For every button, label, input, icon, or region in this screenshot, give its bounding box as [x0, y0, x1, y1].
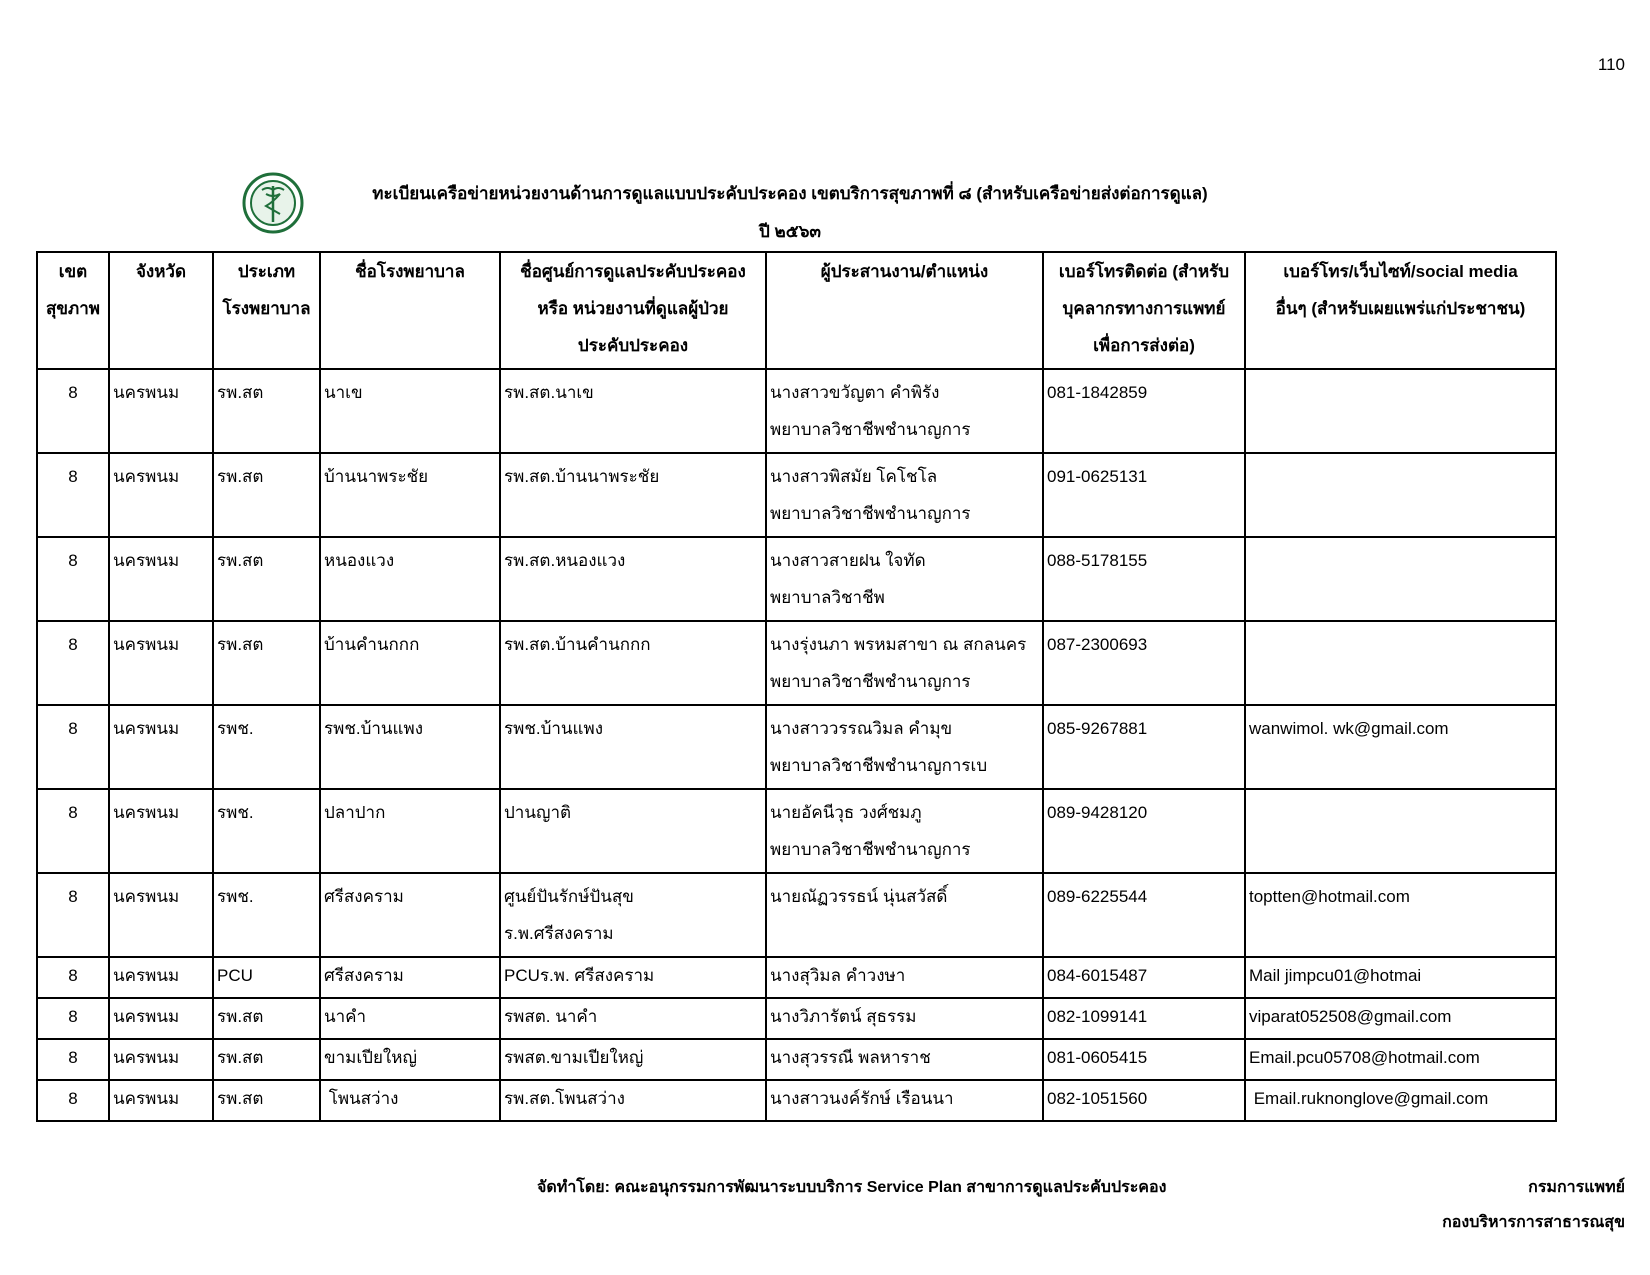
care-center-cell: [500, 957, 766, 998]
coordinator-cell-line: พยาบาลวิชาชีพชำนาญการ: [770, 672, 971, 691]
page-number: 110: [1597, 55, 1625, 74]
palliative-care-network-table: [36, 251, 1557, 1122]
hospital-type-cell: รพ.สต: [213, 453, 320, 537]
province-cell: นครพนม: [109, 369, 213, 453]
column-header: [37, 252, 109, 369]
care-center-cell: [500, 1039, 766, 1080]
department-name: กรมการแพทย์: [1528, 1179, 1625, 1196]
care-center-cell-line: PCUร.พ. ศรีสงคราม: [504, 966, 655, 985]
public-contact-cell: [1245, 453, 1556, 537]
phone-cell: 082-1051560: [1043, 1080, 1245, 1121]
table-row: [37, 369, 1556, 453]
column-header: [1245, 252, 1556, 369]
care-center-cell: [500, 453, 766, 537]
hospital-name-cell: ปลาปาก: [320, 789, 500, 873]
hospital-name-cell: ศรีสงคราม: [320, 957, 500, 998]
hospital-type-cell: รพช.: [213, 705, 320, 789]
coordinator-cell: [766, 873, 1043, 957]
column-header-line: เขต: [58, 262, 88, 281]
coordinator-cell-line: นายอัคนีวุธ วงศ์ชมภู: [770, 803, 922, 822]
coordinator-cell-line: พยาบาลวิชาชีพ: [770, 588, 885, 607]
hospital-type-cell: รพ.สต: [213, 369, 320, 453]
hospital-name-cell: ขามเปียใหญ่: [320, 1039, 500, 1080]
public-contact-cell: viparat052508@gmail.com: [1245, 998, 1556, 1039]
division-name: กองบริหารการสาธารณสุข: [1442, 1214, 1625, 1231]
coordinator-cell-line: นางสาววรรณวิมล คำมุข: [770, 719, 953, 738]
phone-cell: 089-6225544: [1043, 873, 1245, 957]
phone-cell: 089-9428120: [1043, 789, 1245, 873]
care-center-cell: [500, 369, 766, 453]
column-header-line: จังหวัด: [135, 262, 187, 281]
care-center-cell-line: รพ.สต.นาเข: [504, 383, 594, 402]
province-cell: นครพนม: [109, 1039, 213, 1080]
care-center-cell-line: รพสต. นาคำ: [504, 1007, 598, 1026]
province-cell: นครพนม: [109, 873, 213, 957]
province-cell: นครพนม: [109, 957, 213, 998]
table-row: [37, 998, 1556, 1039]
coordinator-cell: [766, 998, 1043, 1039]
zone-cell: 8: [37, 705, 109, 789]
coordinator-cell-line: นางสุวรรณี พลหาราช: [770, 1048, 931, 1067]
table-row: [37, 453, 1556, 537]
column-header: [1043, 252, 1245, 369]
phone-cell: 084-6015487: [1043, 957, 1245, 998]
column-header-line: ประคับประคอง: [577, 336, 689, 355]
hospital-name-cell: นาคำ: [320, 998, 500, 1039]
document-year: ปี ๒๕๖๓: [759, 222, 821, 241]
zone-cell: 8: [37, 957, 109, 998]
province-cell: นครพนม: [109, 705, 213, 789]
column-header: [213, 252, 320, 369]
table-row: [37, 1039, 1556, 1080]
column-header: [500, 252, 766, 369]
column-header: [766, 252, 1043, 369]
province-cell: นครพนม: [109, 998, 213, 1039]
column-header-line: เพื่อการส่งต่อ): [1093, 336, 1195, 355]
care-center-cell-line: รพช.บ้านแพง: [504, 719, 604, 738]
public-contact-cell: toptten@hotmail.com: [1245, 873, 1556, 957]
care-center-cell-line: ร.พ.ศรีสงคราม: [504, 924, 614, 943]
province-cell: นครพนม: [109, 789, 213, 873]
province-cell: นครพนม: [109, 537, 213, 621]
zone-cell: 8: [37, 369, 109, 453]
care-center-cell-line: ปานญาติ: [504, 803, 572, 822]
province-cell: นครพนม: [109, 453, 213, 537]
coordinator-cell: [766, 1039, 1043, 1080]
coordinator-cell-line: พยาบาลวิชาชีพชำนาญการ: [770, 840, 971, 859]
table-body: [37, 369, 1556, 1121]
hospital-name-cell: นาเข: [320, 369, 500, 453]
hospital-type-cell: รพ.สต: [213, 1039, 320, 1080]
care-center-cell-line: รพ.สต.โพนสว่าง: [504, 1089, 625, 1108]
table-row: [37, 1080, 1556, 1121]
table-row: [37, 789, 1556, 873]
table-row: [37, 873, 1556, 957]
hospital-name-cell: ศรีสงคราม: [320, 873, 500, 957]
hospital-name-cell: โพนสว่าง: [320, 1080, 500, 1121]
care-center-cell: [500, 705, 766, 789]
column-header: [320, 252, 500, 369]
public-contact-cell: Mail jimpcu01@hotmai: [1245, 957, 1556, 998]
table-row: [37, 621, 1556, 705]
coordinator-cell-line: นางสาวพิสมัย โคโชโล: [770, 467, 938, 486]
care-center-cell-line: รพสต.ขามเปียใหญ่: [504, 1048, 644, 1067]
care-center-cell-line: รพ.สต.บ้านคำนกกก: [504, 635, 651, 654]
public-contact-cell: [1245, 369, 1556, 453]
column-header-line: หรือ หน่วยงานที่ดูแลผู้ป่วย: [537, 299, 729, 318]
table-row: [37, 705, 1556, 789]
hospital-type-cell: รพช.: [213, 873, 320, 957]
coordinator-cell-line: นางสาวนงค์รักษ์ เรือนนา: [770, 1089, 954, 1108]
public-contact-cell: [1245, 537, 1556, 621]
coordinator-cell: [766, 705, 1043, 789]
coordinator-cell: [766, 537, 1043, 621]
coordinator-cell-line: นายณัฏวรรธน์ นุ่นสวัสดิ์: [770, 887, 948, 906]
zone-cell: 8: [37, 621, 109, 705]
column-header-line: โรงพยาบาล: [222, 299, 311, 318]
public-contact-cell: Email.ruknonglove@gmail.com: [1245, 1080, 1556, 1121]
hospital-name-cell: หนองแวง: [320, 537, 500, 621]
coordinator-cell-line: นางสาวขวัญตา คำพิรัง: [770, 383, 940, 402]
phone-cell: 081-1842859: [1043, 369, 1245, 453]
care-center-cell: [500, 537, 766, 621]
care-center-cell: [500, 873, 766, 957]
document-title: ทะเบียนเครือข่ายหน่วยงานด้านการดูแลแบบประคับประคอง เขตบริการสุขภาพที่ ๘ (สำหรับเครือข่ายส่งต่อการดูแล): [372, 184, 1208, 203]
hospital-type-cell: รพ.สต: [213, 1080, 320, 1121]
column-header-line: เบอร์โทรติดต่อ (สำหรับ: [1058, 262, 1230, 281]
table-row: [37, 537, 1556, 621]
hospital-name-cell: บ้านนาพระชัย: [320, 453, 500, 537]
coordinator-cell-line: นางสาวสายฝน ใจทัด: [770, 551, 926, 570]
public-contact-cell: [1245, 621, 1556, 705]
coordinator-cell-line: นางรุ่งนภา พรหมสาขา ณ สกลนคร: [770, 635, 1027, 654]
coordinator-cell: [766, 369, 1043, 453]
coordinator-cell-line: พยาบาลวิชาชีพชำนาญการ: [770, 420, 971, 439]
hospital-type-cell: รพช.: [213, 789, 320, 873]
hospital-name-cell: รพช.บ้านแพง: [320, 705, 500, 789]
ministry-of-public-health-seal-icon: [238, 172, 308, 234]
zone-cell: 8: [37, 1039, 109, 1080]
zone-cell: 8: [37, 537, 109, 621]
public-contact-cell: wanwimol. wk@gmail.com: [1245, 705, 1556, 789]
hospital-type-cell: รพ.สต: [213, 998, 320, 1039]
phone-cell: 082-1099141: [1043, 998, 1245, 1039]
phone-cell: 088-5178155: [1043, 537, 1245, 621]
phone-cell: 085-9267881: [1043, 705, 1245, 789]
care-center-cell: [500, 1080, 766, 1121]
phone-cell: 081-0605415: [1043, 1039, 1245, 1080]
zone-cell: 8: [37, 1080, 109, 1121]
coordinator-cell: [766, 789, 1043, 873]
province-cell: นครพนม: [109, 621, 213, 705]
care-center-cell: [500, 621, 766, 705]
coordinator-cell-line: พยาบาลวิชาชีพชำนาญการ: [770, 504, 971, 523]
column-header-line: อื่นๆ (สำหรับเผยแพร่แก่ประชาชน): [1275, 299, 1526, 318]
care-center-cell-line: รพ.สต.หนองแวง: [504, 551, 626, 570]
table-header-row: [37, 252, 1556, 369]
care-center-cell-line: รพ.สต.บ้านนาพระชัย: [504, 467, 660, 486]
column-header-line: ชื่อโรงพยาบาล: [355, 262, 465, 281]
coordinator-cell-line: นางสุวิมล คำวงษา: [770, 966, 906, 985]
coordinator-cell: [766, 621, 1043, 705]
column-header-line: ประเภท: [237, 262, 296, 281]
column-header: [109, 252, 213, 369]
prepared-by-text: จัดทำโดย: คณะอนุกรรมการพัฒนาระบบบริการ Service Plan สาขาการดูแลประคับประคอง: [537, 1179, 1167, 1196]
column-header-line: บุคลากรทางการแพทย์: [1062, 299, 1226, 318]
hospital-type-cell: PCU: [213, 957, 320, 998]
public-contact-cell: Email.pcu05708@hotmail.com: [1245, 1039, 1556, 1080]
phone-cell: 091-0625131: [1043, 453, 1245, 537]
phone-cell: 087-2300693: [1043, 621, 1245, 705]
zone-cell: 8: [37, 998, 109, 1039]
table-row: [37, 957, 1556, 998]
coordinator-cell-line: นางวิภารัตน์ สุธรรม: [770, 1007, 917, 1026]
column-header-line: ชื่อศูนย์การดูแลประคับประคอง: [520, 262, 746, 281]
care-center-cell: [500, 998, 766, 1039]
coordinator-cell-line: พยาบาลวิชาชีพชำนาญการเบ: [770, 756, 988, 775]
hospital-name-cell: บ้านคำนกกก: [320, 621, 500, 705]
column-header-line: ผู้ประสานงาน/ตำแหน่ง: [820, 262, 989, 281]
province-cell: นครพนม: [109, 1080, 213, 1121]
zone-cell: 8: [37, 873, 109, 957]
coordinator-cell: [766, 957, 1043, 998]
zone-cell: 8: [37, 789, 109, 873]
hospital-type-cell: รพ.สต: [213, 621, 320, 705]
coordinator-cell: [766, 1080, 1043, 1121]
column-header-line: สุขภาพ: [46, 299, 100, 318]
column-header-line: เบอร์โทร/เว็บไซท์/social media: [1283, 262, 1518, 281]
zone-cell: 8: [37, 453, 109, 537]
care-center-cell: [500, 789, 766, 873]
coordinator-cell: [766, 453, 1043, 537]
care-center-cell-line: ศูนย์ปันรักษ์ปันสุข: [504, 887, 634, 906]
public-contact-cell: [1245, 789, 1556, 873]
hospital-type-cell: รพ.สต: [213, 537, 320, 621]
